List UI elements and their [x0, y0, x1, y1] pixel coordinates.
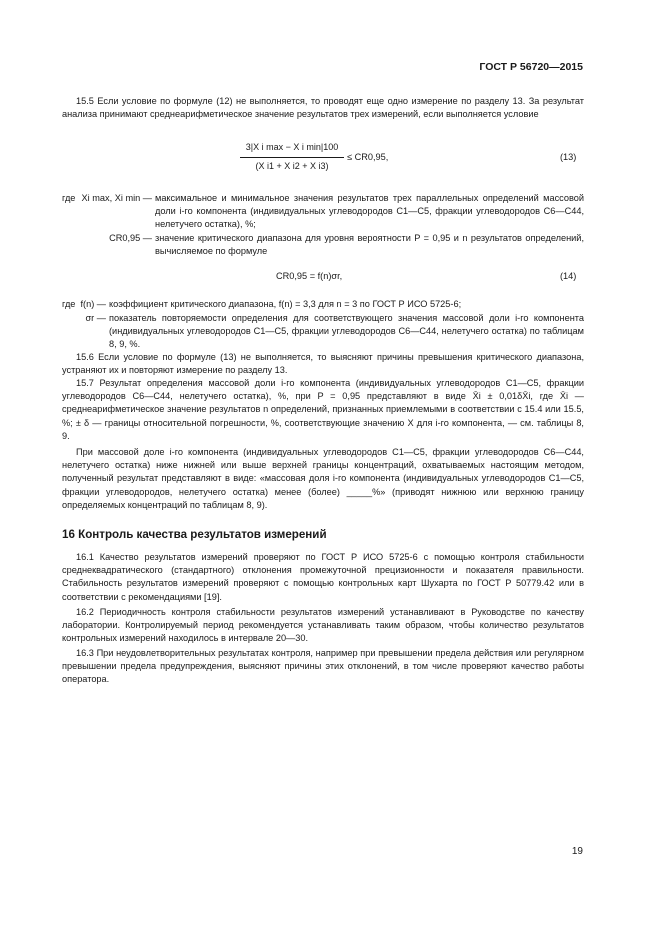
paragraph-15-5: 15.5 Если условие по формуле (12) не выполняется, то проводят еще одно измерение по разделу 13. За результат анализа принимают среднеарифметическое значение результатов трех измерений, если выполняется условие: [62, 96, 584, 120]
formula-14-expression: CR0,95 = f(n)σr,: [276, 271, 343, 281]
formula-13-number: (13): [560, 152, 577, 162]
section-16-title: 16 Контроль качества результатов измерений: [62, 528, 327, 541]
fn-symbol: f(n) —: [80, 299, 106, 309]
xi-symbol: Xi max, Xi min —: [81, 193, 152, 203]
page-number: 19: [571, 846, 583, 857]
fn-definition: коэффициент критического диапазона, f(n) = 3,3 для n = 3 по ГОСТ Р ИСО 5725-6;: [109, 299, 462, 309]
formula-14-number: (14): [560, 271, 577, 281]
where-label: где: [62, 193, 76, 203]
sigma-symbol: σr —: [85, 313, 106, 323]
sigma-definition: показатель повторяемости определения для соответствующего значения массовой доли i-го компонента (индивидуальных углеводородов C1—C5, фракции углеводородов C6—C44, нелетучего остатка) по таблицам 8, 9, %.: [109, 313, 584, 350]
standard-header: ГОСТ Р 56720—2015: [479, 61, 583, 73]
formula-13-relation: ≤ CR0,95,: [347, 152, 389, 162]
where-label: где: [62, 299, 76, 309]
xi-definition: максимальное и минимальное значения результатов трех параллельных определений массовой доли i-го компонента (индивидуальных углеводородов C1—C5, фракции углеводородов C6—C44, нелетучего остатка), %;: [155, 193, 584, 230]
cr-definition: значение критического диапазона для уровня вероятности P = 0,95 и n результатов определений, вычисляемое по формуле: [155, 233, 584, 257]
paragraph-15-6: 15.6 Если условие по формуле (13) не выполняется, то выясняют причины превышения критического диапазона, устраняют их и повторяют измерение по разделу 13.: [62, 352, 584, 376]
paragraph-16-1: 16.1 Качество результатов измерений проверяют по ГОСТ Р ИСО 5725-6 с помощью контроля стабильности среднеквадратического (стандартного) отклонения промежуточной прецизионности и показателя правильности. Стабильность результатов измерений проверяют с помощью контрольных карт Шухарта по ГОСТ Р 50779.42 или в соответствии с рекомендациями [19].: [62, 552, 584, 602]
formula-13-numerator: 3|X i max − X i min|100: [245, 142, 339, 152]
paragraph-16-3: 16.3 При неудовлетворительных результатах контроля, например при превышении предела действия или регулярном превышении предела предупреждения, выясняют причины этих отклонений, в том числе проверяют качество работы оператора.: [62, 648, 584, 685]
fraction-bar: [240, 157, 344, 158]
paragraph-15-7: 15.7 Результат определения массовой доли i-го компонента (индивидуальных углеводородов C1—C5, фракции углеводородов C6—C44, нелетучего остатка), %, при P = 0,95 представляют в виде X̄i ± 0,01δX̄i, где X̄i — среднеарифметическое значение результатов n определений, признанных приемлемыми в соответствии с 15.4 или 15.5, %; ± δ — границы относительной погрешности, %, соответствующие значению X для i-го компонента, — см. таблицы 8, 9.: [62, 378, 584, 441]
paragraph-mass-fraction: При массовой доле i-го компонента (индивидуальных углеводородов C1—C5, фракции углеводородов C6—C44, нелетучего остатка) ниже нижней или выше верхней границы концентраций, охватываемых настоящим методом, полученный результат представляют в виде: «массовая доля i-го компонента (индивидуальных углеводородов C1—C5, фракции углеводородов, нелетучего остатка) менее (более) _____%» (приводят нижнюю или верхнюю границу определяемых концентраций по таблицам 8, 9).: [62, 447, 584, 510]
paragraph-16-2: 16.2 Периодичность контроля стабильности результатов измерений устанавливают в Руководстве по качеству лаборатории. Контролируемый период рекомендуется устанавливать таким образом, чтобы количество результатов контрольных измерений находилось в интервале 20—30.: [62, 607, 584, 644]
cr-symbol: CR0,95 —: [109, 233, 152, 243]
formula-13-denominator: (X i1 + X i2 + X i3): [255, 161, 329, 171]
